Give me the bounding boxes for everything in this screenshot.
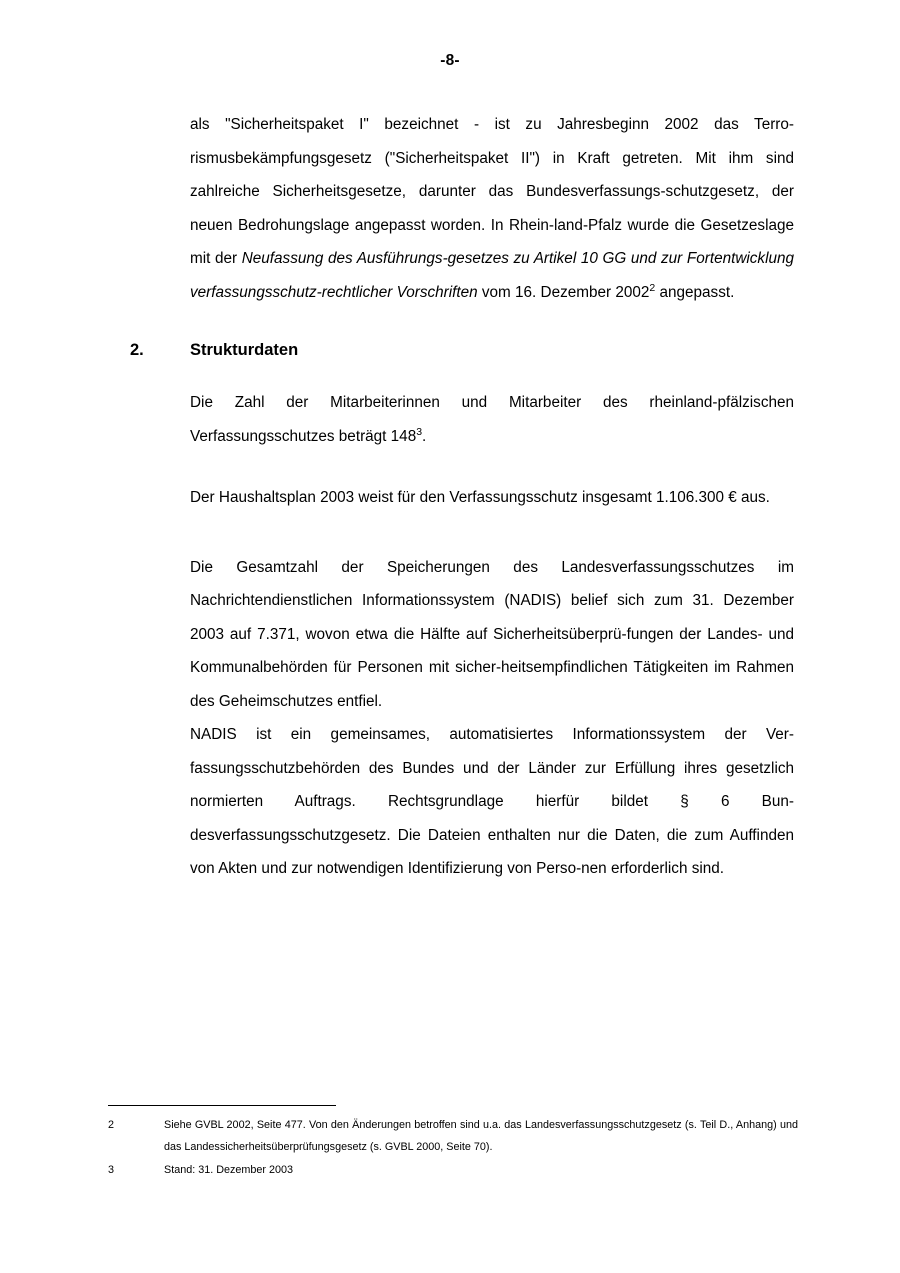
footnote-marker: 2 xyxy=(108,1119,115,1131)
paragraph-spacer-2 xyxy=(190,515,794,551)
footnote-item xyxy=(108,1115,798,1158)
document-body xyxy=(130,108,794,886)
intro-text-part-3: angepasst. xyxy=(655,283,735,301)
paragraph-nadis-1: Die Gesamtzahl der Speicherungen des Landesverfassungsschutzes im Nachrichtendienstlichen Informationssystem (NADIS) belief sich zum 31. Dezember 2003 auf 7.371, wovon etwa die Hälfte auf Sicherheitsüberprü-fungen der Landes- und Kommunalbehörden für Personen mit sicher-heitsempfindlichen Tätigkeiten im Rahmen des Geheimschutzes entfiel. xyxy=(190,558,794,710)
paragraph-staff xyxy=(190,386,794,453)
staff-text-end: . xyxy=(422,427,427,445)
intro-text-part-2: vom 16. Dezember 2002 xyxy=(477,283,650,301)
footnote-area xyxy=(108,1105,798,1184)
footnote-item xyxy=(108,1160,798,1182)
footnote-separator xyxy=(108,1105,336,1106)
intro-text-italic: Neufassung des Ausführungs-gesetzes zu Artikel 10 GG und zur Fortentwicklung verfassungsschutz-rechtlicher Vorschriften xyxy=(190,250,794,301)
staff-text: Die Zahl der Mitarbeiterinnen und Mitarbeiter des rheinland-pfälzischen Verfassungsschutzes beträgt 148 xyxy=(190,394,794,445)
footnote-text: Stand: 31. Dezember 2003 xyxy=(164,1164,294,1176)
footnote-ref-2: 2 xyxy=(649,281,656,294)
paragraph-nadis-2: NADIS ist ein gemeinsames, automatisiertes Informationssystem der Ver-fassungsschutzbehörden des Bundes und der Länder zur Erfüllung ihres gesetzlich normierten Auftrags. Rechtsgrundlage hierfür bildet § 6 Bun-desverfassungsschutzgesetz. Die Dateien enthalten nur die Daten, die zum Auffinden von Akten und zur notwendigen Identifizierung von Perso-nen erforderlich sind. xyxy=(190,726,794,877)
section-heading-number: 2. xyxy=(130,341,144,359)
section-heading xyxy=(130,341,794,360)
footnote-marker: 3 xyxy=(108,1164,115,1176)
paragraph-budget: Der Haushaltsplan 2003 weist für den Verfassungsschutz insgesamt 1.106.300 € aus. xyxy=(190,489,770,506)
intro-text-part-1: als "Sicherheitspaket I" bezeichnet - ist zu Jahresbeginn 2002 das Terro-rismusbekämpfungsgesetz ("Sicherheitspaket II") in Kraft getreten. Mit ihm sind zahlreiche Sicherheitsgesetze, darunter das Bundesverfassungs-schutzgesetz, der neuen Bedrohungslage angepasst worden. In Rhein-land-Pfalz wurde die Gesetzeslage mit der xyxy=(190,116,794,267)
section-heading-title: Strukturdaten xyxy=(190,341,299,359)
footnote-ref-3: 3 xyxy=(416,425,423,438)
paragraph-spacer-1 xyxy=(190,453,794,481)
footnote-text: Siehe GVBL 2002, Seite 477. Von den Änderungen betroffen sind u.a. das Landesverfassungsschutzgesetz (s. Teil D., Anhang) und das Landessicherheitsüberprüfungsgesetz (s. GVBL 2000, Seite 70). xyxy=(164,1119,798,1153)
page-number: -8- xyxy=(440,52,460,69)
paragraph-intro xyxy=(190,108,794,309)
